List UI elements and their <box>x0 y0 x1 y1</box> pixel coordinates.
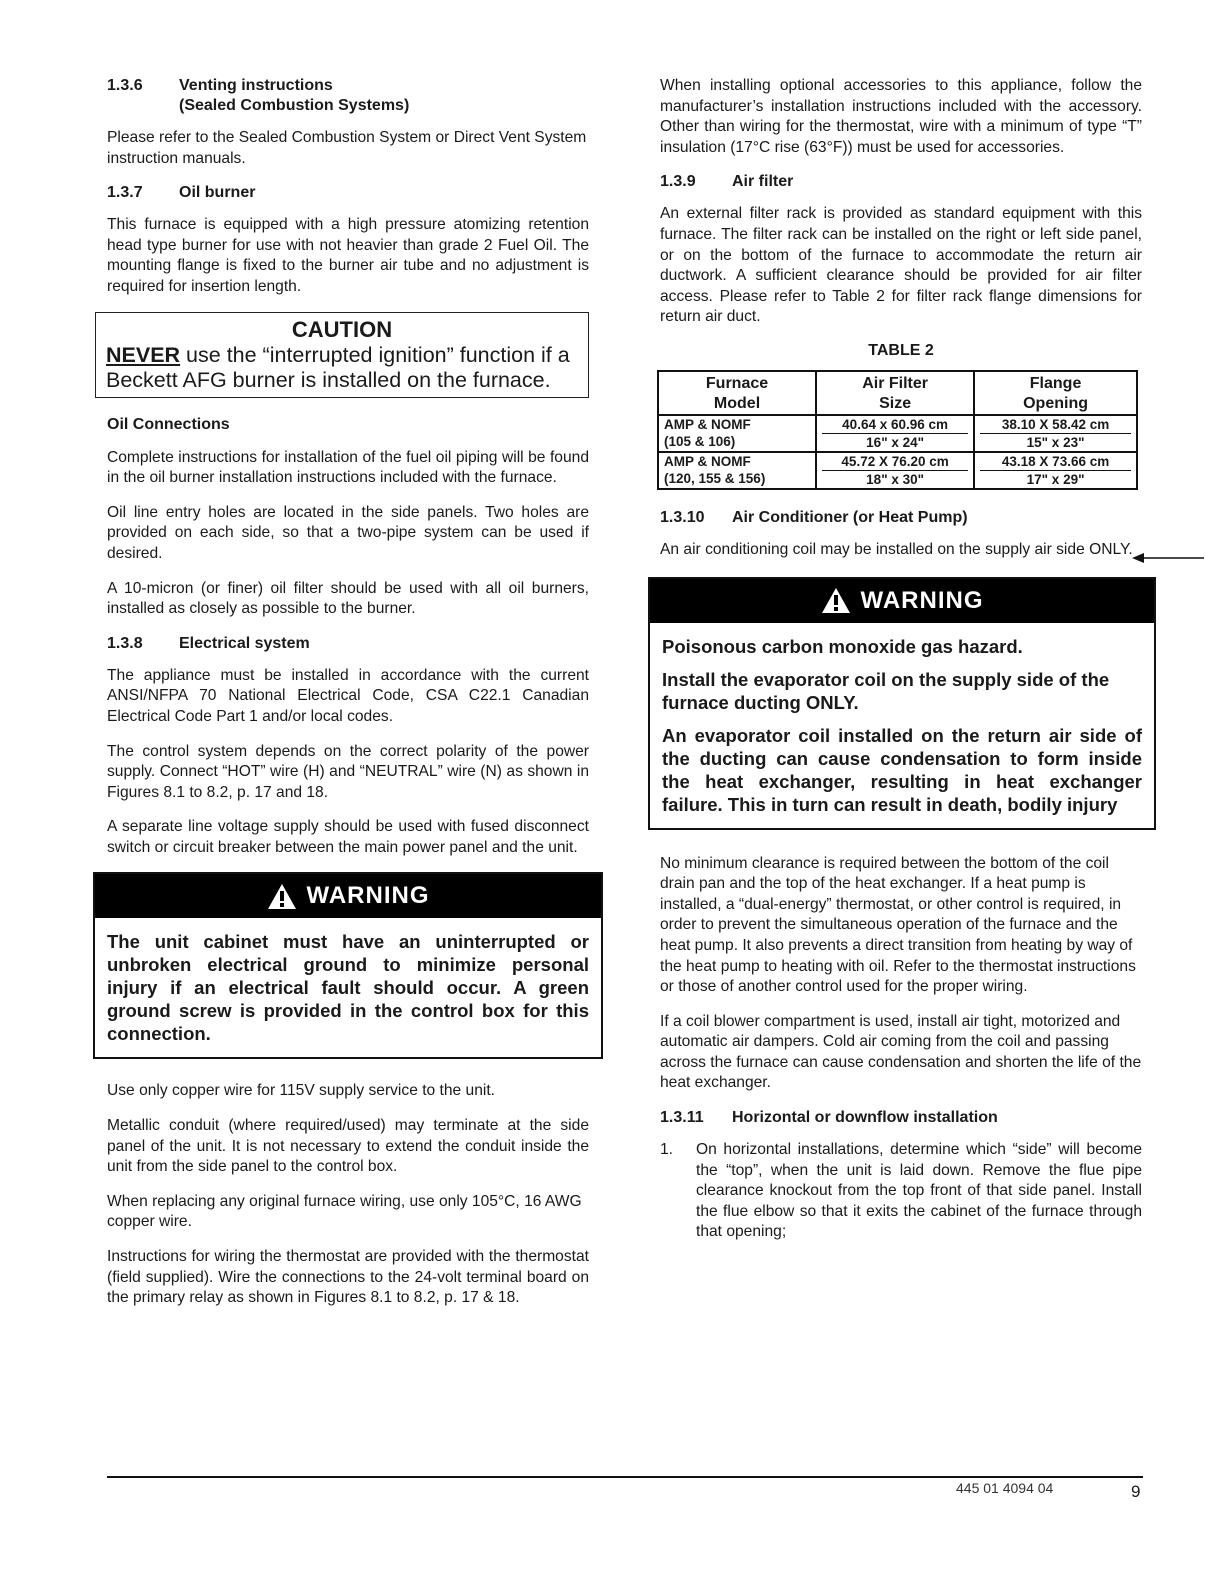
cell-filter: 45.72 X 76.20 cm 18" x 30" <box>816 452 974 489</box>
section-heading-1-3-8: 1.3.8 Electrical system <box>107 634 310 652</box>
warning-box-electrical <box>93 872 603 1059</box>
right-column <box>660 76 1142 1243</box>
change-marker-arrow-icon <box>1132 552 1204 564</box>
installation-steps-list <box>660 1140 1142 1243</box>
header-furnace-model: Furnace Model <box>658 371 816 415</box>
list-item: 1. On horizontal installations, determine which “side” will become the “top”, when the unit is laid down. Remove the flue pipe clearance knockout from the top front of that side panel. Install the flue elbow so that it exits the cabinet of the furnace through that opening; <box>660 1141 1142 1241</box>
warning-title: WARNING <box>306 882 430 910</box>
paragraph: When installing optional accessories to this appliance, follow the manufacturer’s installation instructions included with the accessory. Other than wiring for the thermostat, wire with a minimum of type “T” insulation (17°C rise (63°F)) must be used for accessories. <box>660 77 1142 156</box>
warning-header <box>650 579 1154 623</box>
paragraph: An external filter rack is provided as standard equipment with this furnace. The filter rack can be installed on the right or left side panel, or on the bottom of the furnace to accommodate the return air ductwork. A sufficient clearance should be provided for air filter access. Please refer to Table 2 for filter rack flange dimensions for return air duct. <box>660 205 1142 326</box>
warning-title: WARNING <box>860 586 984 614</box>
left-column <box>107 76 589 1323</box>
warning-header <box>95 874 601 918</box>
warning-text: An evaporator coil installed on the return air side of the ducting can cause condensation to form inside the heat exchanger, resulting in heat exchanger failure. This in turn can result in death, bodily injury <box>662 724 1142 815</box>
never-emphasis: NEVER <box>106 342 181 367</box>
paragraph: No minimum clearance is required between the bottom of the coil drain pan and the top of the heat exchanger. If a heat pump is installed, a “dual-energy” thermostat, or other control is required, in order to prevent the simultaneous operation of the furnace and the heat pump. It also prevents a direct transition from heating by way of the heat pump to heating with oil. Refer to the thermostat instructions or those of another control used for the proper wiring. <box>660 854 1136 996</box>
paragraph: Metallic conduit (where required/used) may terminate at the side panel of the unit. It is not necessary to extend the conduit inside the unit from the side panel to the control box. <box>107 1117 589 1176</box>
warning-text: Poisonous carbon monoxide gas hazard. <box>662 635 1023 657</box>
section-heading-1-3-7: 1.3.7 Oil burner <box>107 184 256 202</box>
warning-box-carbon-monoxide <box>648 577 1156 830</box>
paragraph: If a coil blower compartment is used, install air tight, motorized and automatic air dampers. Cold air coming from the coil and passing across the furnace can cause condensation and shorten the life of the heat exchanger. <box>660 1012 1142 1092</box>
paragraph: The control system depends on the correct polarity of the power supply. Connect “HOT” wire (H) and “NEUTRAL” wire (N) as shown in Figures 8.1 to 8.2, p. 17 and 18. <box>107 742 589 801</box>
paragraph: An air conditioning coil may be installed on the supply air side ONLY. <box>660 540 1133 558</box>
section-heading-1-3-10: 1.3.10 Air Conditioner (or Heat Pump) <box>660 508 968 526</box>
paragraph: The appliance must be installed in accordance with the current ANSI/NFPA 70 National Electrical Code, CSA C22.1 Canadian Electrical Code Part 1 and/or local codes. <box>107 666 589 725</box>
table-caption: TABLE 2 <box>868 341 934 359</box>
table-header-row <box>658 371 1137 415</box>
paragraph: Instructions for wiring the thermostat are provided with the thermostat (field supplied). Wire the connections to the 24-volt terminal board on the primary relay as shown in Figures 8.1 to 8.2, p. 17 & 18. <box>107 1248 589 1307</box>
paragraph: Use only copper wire for 115V supply service to the unit. <box>107 1082 496 1100</box>
caution-box <box>95 312 589 398</box>
paragraph: Please refer to the Sealed Combustion System or Direct Vent System instruction manuals. <box>107 129 587 167</box>
paragraph: This furnace is equipped with a high pressure atomizing retention head type burner for use with not heavier than grade 2 Fuel Oil. The mounting flange is fixed to the burner air tube and no adjustment is required for insertion length. <box>107 216 589 295</box>
warning-triangle-icon <box>821 587 851 614</box>
paragraph: A 10-micron (or finer) oil filter should be used with all oil burners, installed as closely as possible to the burner. <box>107 579 589 618</box>
page-number: 9 <box>1131 1482 1141 1501</box>
section-heading-1-3-6: 1.3.6 Venting instructions (Sealed Combustion Systems) <box>107 77 410 114</box>
paragraph: Complete instructions for installation of the fuel oil piping will be found in the oil burner installation instructions included with the furnace. <box>107 448 589 487</box>
document-code: 445 01 4094 04 <box>956 1480 1054 1496</box>
cell-flange: 38.10 X 58.42 cm 15" x 23" <box>974 415 1137 452</box>
caution-title: CAUTION <box>291 316 393 342</box>
paragraph: When replacing any original furnace wiring, use only 105°C, 16 AWG copper wire. <box>107 1192 582 1231</box>
caution-text: NEVER use the “interrupted ignition” function if a Beckett AFG burner is installed on the furnace. <box>106 342 570 392</box>
header-flange-opening: Flange Opening <box>974 371 1137 415</box>
paragraph: A separate line voltage supply should be used with fused disconnect switch or circuit breaker between the main power panel and the unit. <box>107 818 589 856</box>
filter-table <box>657 370 1138 490</box>
warning-body <box>650 623 1154 828</box>
table-row <box>658 415 1137 452</box>
warning-text: Install the evaporator coil on the supply side of the furnace ducting ONLY. <box>662 668 1110 713</box>
table-row <box>658 452 1137 489</box>
warning-text: The unit cabinet must have an uninterrupted or unbroken electrical ground to minimize personal injury if an electrical fault should occur. A green ground screw is provided in the control box for this connection. <box>107 931 589 1045</box>
footer-rule <box>107 1476 1143 1478</box>
section-heading-1-3-9: 1.3.9 Air filter <box>660 173 794 191</box>
cell-model: AMP & NOMF (120, 155 & 156) <box>658 452 816 489</box>
cell-flange: 43.18 X 73.66 cm 17" x 29" <box>974 452 1137 489</box>
paragraph: Oil line entry holes are located in the side panels. Two holes are provided on each side, so that a two-pipe system can be used if desired. <box>107 503 589 562</box>
warning-body <box>95 918 601 1057</box>
warning-triangle-icon <box>267 883 297 910</box>
section-heading-1-3-11: 1.3.11 Horizontal or downflow installation <box>660 1109 998 1127</box>
cell-filter: 40.64 x 60.96 cm 16" x 24" <box>816 415 974 452</box>
cell-model: AMP & NOMF (105 & 106) <box>658 415 816 452</box>
header-air-filter-size: Air Filter Size <box>816 371 974 415</box>
oil-connections-heading: Oil Connections <box>107 415 230 433</box>
